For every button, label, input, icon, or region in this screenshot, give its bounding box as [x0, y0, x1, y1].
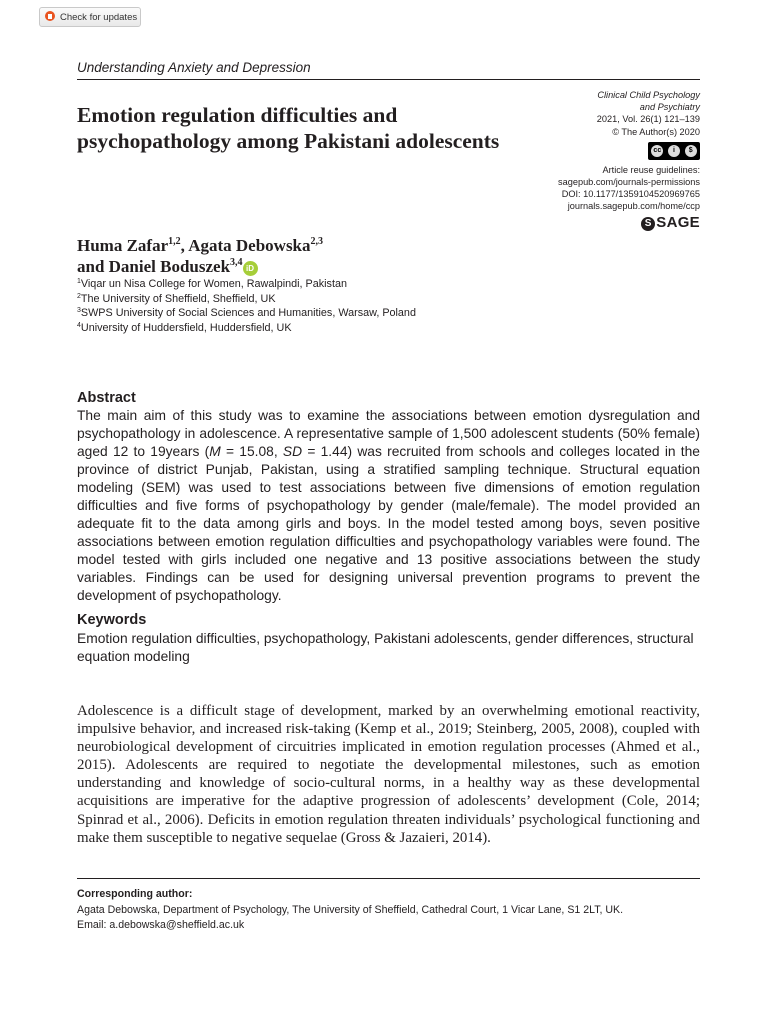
- check-for-updates-button[interactable]: [39, 7, 141, 27]
- doi-link[interactable]: DOI: 10.1177/1359104520969765: [561, 189, 700, 200]
- affiliation-item: $^3$SWPS University of Social Sciences and Humanities, Warsaw, Poland: [77, 307, 416, 319]
- journal-name-line1: Clinical Child Psychology: [597, 90, 700, 100]
- affiliation-item: $^1$Viqar un Nisa College for Women, Rawalpindi, Pakistan: [77, 278, 347, 290]
- header-rule: [77, 79, 700, 80]
- affiliations: [77, 277, 416, 335]
- sage-logo-icon: S: [641, 217, 655, 231]
- author-affil-sup: 1,2: [168, 236, 181, 247]
- article-title: Emotion regulation difficulties and psychopathology among Pakistani adolescents: [77, 103, 500, 153]
- corresponding-author-label: Corresponding author:: [77, 888, 193, 900]
- publisher-name: SAGE: [656, 213, 700, 231]
- corresponding-author-address: Agata Debowska, Department of Psychology, The University of Sheffield, Cathedral Court, 1 Vicar Lane, S1 2LT, UK.: [77, 903, 624, 916]
- orcid-icon[interactable]: iD: [243, 261, 258, 276]
- corresponding-author: [77, 887, 623, 934]
- cc-by-nc-icon[interactable]: cc i $: [648, 142, 700, 160]
- journal-volume: 2021, Vol. 26(1) 121–139: [596, 114, 700, 125]
- affiliation-item: $^4$University of Huddersfield, Huddersfield, UK: [77, 321, 292, 334]
- journal-info: [558, 89, 700, 231]
- publisher-logo: [558, 213, 700, 231]
- abstract-heading: Abstract: [77, 390, 136, 406]
- footnote-rule: [77, 878, 700, 879]
- author-separator: ,: [180, 236, 189, 255]
- journal-copyright: © The Author(s) 2020: [612, 126, 700, 137]
- affiliation-item: $^2$The University of Sheffield, Sheffield, UK: [77, 292, 276, 305]
- crossmark-icon: [44, 11, 56, 23]
- running-head: Understanding Anxiety and Depression: [77, 60, 311, 75]
- author-affil-sup: 3,4: [230, 257, 243, 268]
- journal-home-link[interactable]: journals.sagepub.com/home/ccp: [567, 201, 700, 212]
- keywords-heading: Keywords: [77, 612, 147, 628]
- reuse-link[interactable]: sagepub.com/journals-permissions: [558, 177, 700, 188]
- check-for-updates-label: Check for updates: [60, 11, 138, 23]
- keywords-text: Emotion regulation difficulties, psychopathology, Pakistani adolescents, gender differences, structural equation modeling: [77, 631, 694, 664]
- author-name[interactable]: and Daniel Boduszek: [77, 257, 231, 276]
- abstract-text: The main aim of this study was to examine the associations between emotion dysregulation and psychopathology in adolescence. A representative sample of 1,500 adolescent students (50% female) aged 12 to 19years (M = 15.08, SD = 1.44) was recruited from schools and colleges located in the province of district Punjab, Pakistan, using a stratified sampling technique. Structural equation modeling (SEM) was used to test associations between five dimensions of emotion regulation difficulties and five forms of psychopathology by gender (male/female). The model provided an adequate fit to the data among girls and boys. In the model tested among boys, seven positive associations between emotion regulation difficulties and psychopathology variables were found. The model tested with girls included one negative and 13 positive associations between the study variables. Findings can be used for designing universal prevention programs to prevent the development of psychopathology.: [77, 408, 700, 603]
- reuse-label: Article reuse guidelines:: [602, 164, 700, 175]
- author-list: [77, 235, 323, 277]
- body-paragraph: Adolescence is a difficult stage of development, marked by an overwhelming emotional reactivity, impulsive behavior, and increased risk-taking (Kemp et al., 2019; Steinberg, 2005, 2008), coupled with neurobiological development of circuitries implicated in emotion regulation processes (Ahmed et al., 2015). Adolescents are required to negotiate the developmental milestones, such as emotion understanding and knowledge of socio-cultural norms, in a healthy way as these developmental acquisitions are imperative for the adaptive progression of adolescents’ development (Cole, 2014; Spinrad et al., 2006). Deficits in emotion regulation threaten individuals’ psychological functioning and make them susceptible to negative sequelae (Gross & Jazaieri, 2014).: [77, 703, 700, 846]
- journal-name-line2: and Psychiatry: [639, 102, 700, 113]
- author-name[interactable]: Agata Debowska: [188, 236, 311, 255]
- author-name[interactable]: Huma Zafar: [77, 236, 169, 255]
- corresponding-author-email[interactable]: Email: a.debowska@sheffield.ac.uk: [77, 919, 245, 931]
- author-affil-sup: 2,3: [310, 236, 324, 247]
